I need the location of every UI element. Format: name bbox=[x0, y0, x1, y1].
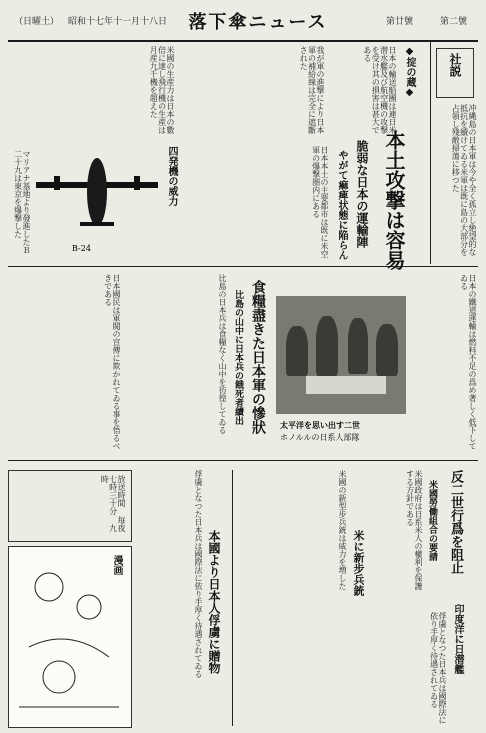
masthead-day: （日曜土） bbox=[14, 17, 60, 27]
divider-editorial bbox=[430, 42, 431, 264]
print-headline: 印度洋に日潜艦 bbox=[452, 604, 463, 674]
masthead-date: 昭和十七年十一月十八日 bbox=[68, 17, 168, 27]
masthead-edition: 第二號 bbox=[440, 17, 468, 27]
soldier-headline: 米に新步兵銃 bbox=[352, 530, 365, 596]
editorial-label: 社説 bbox=[448, 53, 462, 77]
article-text: 我が軍の進撃により日本軍の補給線は完全に遮斷された bbox=[299, 46, 325, 134]
lead-subhead: 脆弱な日本の運輸陣 bbox=[355, 140, 369, 248]
divider-middle bbox=[8, 460, 478, 461]
prisoners-body: 俘虜となつた日本兵は國際法に依り手厚く待遇されてゐる bbox=[194, 470, 203, 678]
soldier-body: 米國の新型步兵銃は威力を増した bbox=[338, 470, 347, 590]
editorial-body: 冲縄島の日本軍は今や全く孤立し絶望的な抵抗を續けてゐる米軍は既に島の大部分を占領し殘敵掃蕩に移つた bbox=[451, 104, 477, 256]
masthead-issue: 第廿號 bbox=[386, 17, 414, 27]
lead-subhead-2: やがて痲痺状態に陥らん bbox=[336, 150, 347, 260]
masthead bbox=[8, 4, 478, 42]
cartoon-label: 漫画 bbox=[111, 555, 122, 575]
food-body: 比島の日本兵は食糧なく山中を彷徨してゐる bbox=[218, 274, 227, 434]
notice-text: 放送時間 毎夜七時三十分 九時 bbox=[100, 475, 126, 532]
photo-credit: ホノルルの日系人部隊 bbox=[280, 433, 360, 442]
column-name: ◆掟の蔵◆ bbox=[404, 46, 415, 98]
article-text: 俘虜となつた日本兵は國際法に依り手厚く待遇されてゐる bbox=[429, 612, 447, 724]
plane-caption: B-24 bbox=[72, 244, 91, 253]
food-subhead: 比島の山中に日本兵の餓死者續出 bbox=[233, 290, 243, 425]
editorial-label-box bbox=[436, 48, 474, 98]
prisoners-headline: 本國より日本人俘虜に贈物 bbox=[207, 530, 221, 674]
notice-box bbox=[8, 470, 132, 542]
bomber-illustration bbox=[34, 152, 160, 240]
plane-heading: 四発機の威力 bbox=[166, 146, 177, 206]
nisei-headline: 反二世行爲を阻止 bbox=[448, 470, 463, 574]
article-text: 日本の輸送船團は連日米潜水艦及び航空機の攻撃を受け其の損害は甚大である bbox=[362, 46, 397, 134]
nisei-subhead: 米國勞働組合の要請 bbox=[427, 480, 437, 561]
divider-lower bbox=[232, 470, 233, 726]
lead-body: 日本本土の主要都市は既に米空軍の爆撃圏内にある bbox=[311, 146, 329, 258]
article-text: 日本國民は軍閥の宣傳に欺かれてゐる事を悟るべきである bbox=[103, 274, 121, 450]
food-headline: 食糧盡きた日本軍の慘狀 bbox=[250, 280, 266, 434]
article-text: 米國の生産力は日本の數倍に達し飛行機の生産は月産九千機を超えた bbox=[149, 46, 175, 134]
nisei-body: 米國政府は日系米人の權利を保護する方針である bbox=[405, 470, 423, 590]
news-photo bbox=[276, 296, 406, 414]
cartoon-panel bbox=[8, 546, 132, 728]
article-text: 日本の鐵道運輸は燃料不足の爲め著しく低下してゐる bbox=[459, 274, 477, 450]
photo-caption: 太平洋を思い出す二世 bbox=[280, 420, 360, 430]
lead-headline: 本土攻撃は容易 bbox=[382, 130, 406, 270]
plane-text: マリアナ基地より發進したＢ二十九は東京を爆撃した bbox=[13, 150, 31, 254]
masthead-title: 落下傘ニュース bbox=[188, 12, 328, 33]
